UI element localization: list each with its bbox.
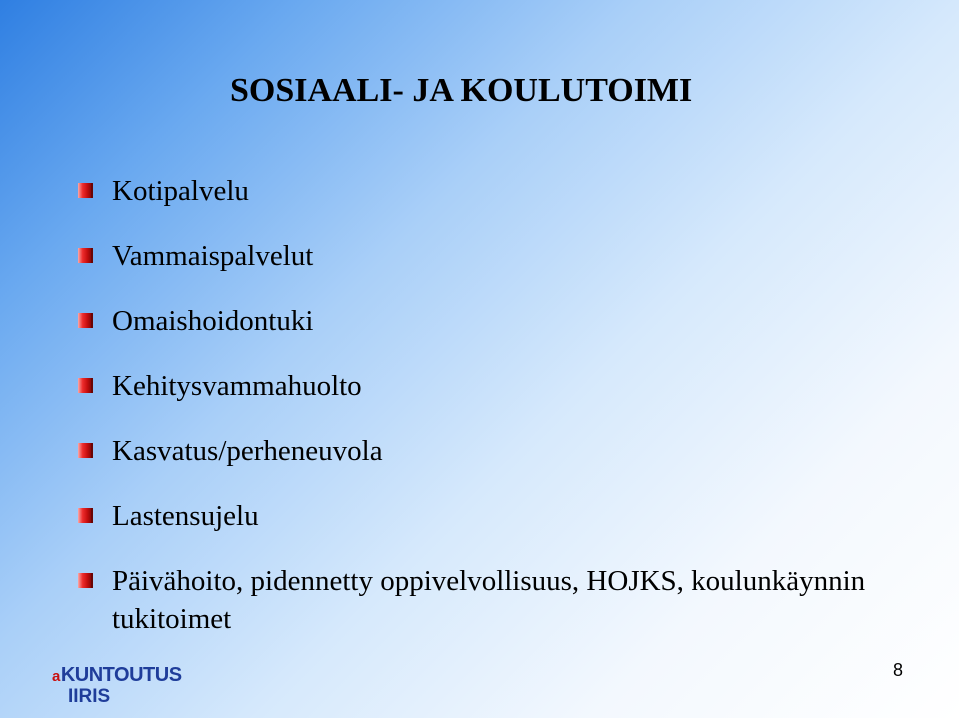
bullet-text: Lastensujelu	[112, 500, 259, 532]
bullet-text: Vammaispalvelut	[112, 240, 314, 272]
bullet-text: Kehitysvammahuolto	[112, 370, 362, 402]
slide-title: SOSIAALI- JA KOULUTOIMI	[230, 72, 693, 109]
bullet-text: Omaishoidontuki	[112, 305, 314, 337]
bullet-text: Päivähoito, pidennetty oppivelvollisuus, HOJKS, koulunkäynnin tukitoimet	[112, 565, 866, 635]
bullet-square-icon	[78, 183, 93, 198]
bullet-text: Kotipalvelu	[112, 175, 249, 207]
bullet-item	[76, 562, 946, 638]
logo-prefix: a	[52, 668, 60, 685]
bullet-text: Kasvatus/perheneuvola	[112, 435, 383, 467]
bullet-item	[76, 367, 946, 405]
kuntoutus-iiris-logo	[52, 664, 192, 710]
bullet-item	[76, 302, 946, 340]
bullet-item	[76, 172, 946, 210]
page-number: 8	[892, 660, 903, 680]
bullet-item	[76, 432, 946, 470]
logo-sub-text: IIRIS	[68, 686, 111, 707]
bullet-item	[76, 497, 946, 535]
bullet-square-icon	[78, 248, 93, 263]
bullet-square-icon	[78, 508, 93, 523]
bullet-square-icon	[78, 443, 93, 458]
bullet-square-icon	[78, 573, 93, 588]
logo-kuntoutus: KUNTOUTUS	[60, 664, 182, 686]
bullet-square-icon	[78, 313, 93, 328]
bullet-list	[76, 172, 946, 638]
logo-main-text	[52, 664, 182, 688]
bullet-square-icon	[78, 378, 93, 393]
bullet-item	[76, 237, 946, 275]
